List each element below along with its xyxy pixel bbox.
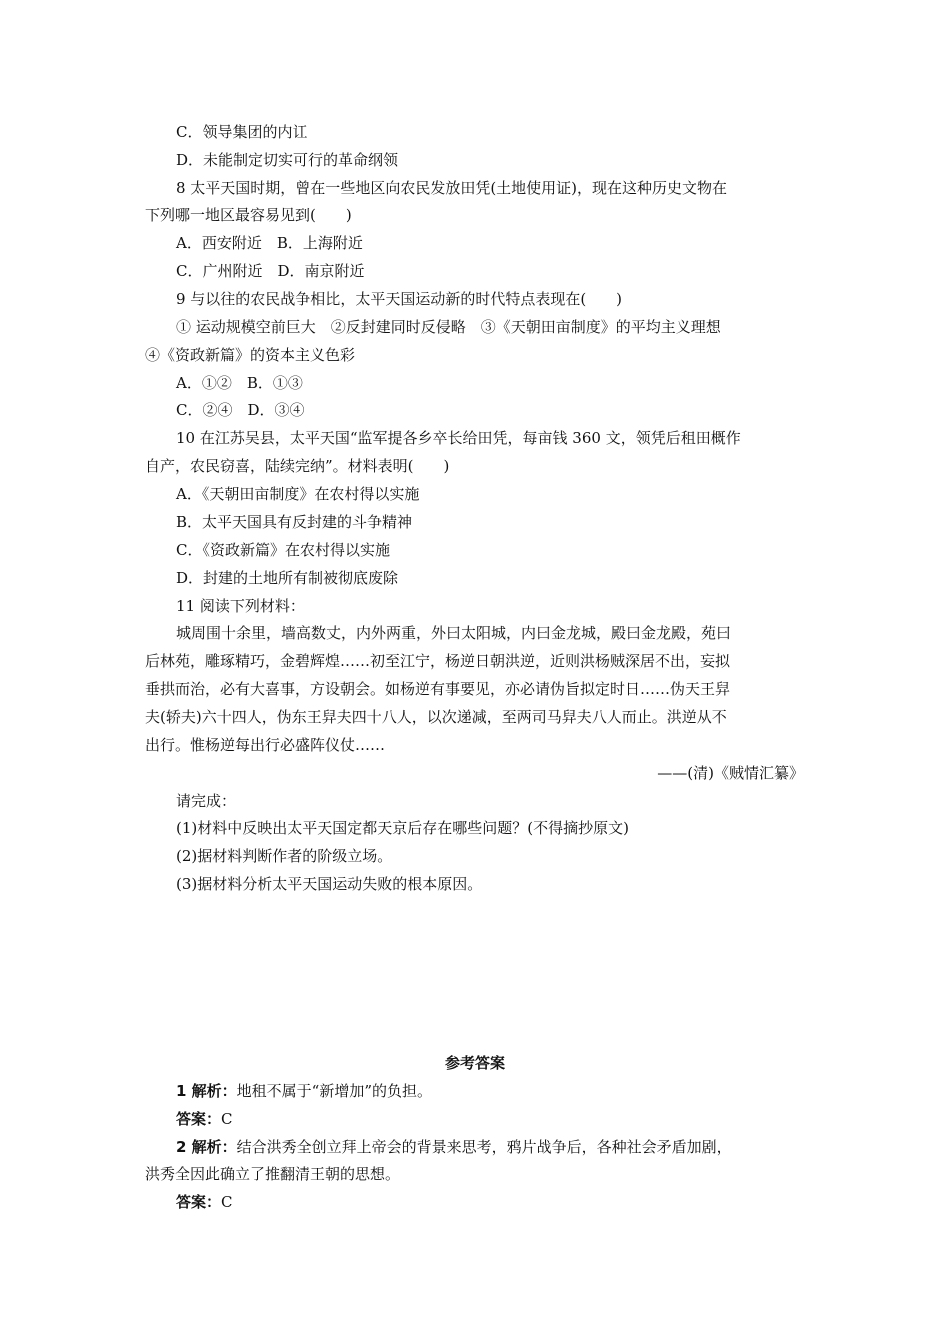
q11-task-3: (3)据材料分析太平天国运动失败的根本原因。 bbox=[176, 875, 483, 893]
q11-task-1: (1)材料中反映出太平天国定都天京后存在哪些问题？(不得摘抄原文) bbox=[176, 819, 629, 837]
q11-material-line2: 后林苑，雕琢精巧，金碧辉煌……初至江宁，杨逆日朝洪逆，近则洪杨贼深居不出，妄拟 bbox=[145, 652, 731, 670]
q9-stem: 9 与以往的农民战争相比，太平天国运动新的时代特点表现在( ) bbox=[176, 290, 623, 308]
q9-options-ab: A．①② B．①③ bbox=[176, 374, 303, 392]
answer-2-label: 答案： bbox=[176, 1193, 222, 1211]
answer-2-explanation-text-line2: 洪秀全因此确立了推翻清王朝的思想。 bbox=[145, 1165, 401, 1183]
q10-option-b: B．太平天国具有反封建的斗争精神 bbox=[176, 513, 413, 531]
answer-2-explanation-label: 2 解析： bbox=[176, 1138, 237, 1156]
q8-stem-line1: 8 太平天国时期，曾在一些地区向农民发放田凭(土地使用证)，现在这种历史文物在 bbox=[176, 179, 728, 197]
answer-2 bbox=[176, 1192, 233, 1212]
q10-stem-line1: 10 在江苏吴县，太平天国“监军提各乡卒长给田凭，每亩钱 360 文，领凭后租田概作 bbox=[176, 429, 741, 447]
q11-material-line4: 夫(轿夫)六十四人，伪东王舁夫四十八人，以次递减，至两司马舁夫八人而止。洪逆从不 bbox=[145, 708, 727, 726]
q8-options-ab: A．西安附近 B．上海附近 bbox=[176, 234, 363, 252]
q10-stem-line2: 自产，农民窃喜，陆续完纳”。材料表明( ) bbox=[145, 457, 450, 475]
answers-heading: 参考答案 bbox=[444, 1054, 505, 1072]
answer-1 bbox=[176, 1109, 233, 1129]
q8-options-cd: C．广州附近 D．南京附近 bbox=[176, 262, 365, 280]
q7-option-c: C．领导集团的内讧 bbox=[176, 123, 308, 141]
answer-1-value: C bbox=[221, 1110, 233, 1128]
answer-1-explanation bbox=[176, 1081, 432, 1101]
q10-option-d: D．封建的土地所有制被彻底废除 bbox=[176, 569, 399, 587]
answer-1-explanation-text: 地租不属于“新增加”的负担。 bbox=[236, 1082, 433, 1100]
q9-options-cd: C．②④ D．③④ bbox=[176, 401, 305, 419]
q8-stem-line2: 下列哪一地区最容易见到( ) bbox=[145, 206, 352, 224]
q11-material-line3: 垂拱而治，必有大喜事，方设朝会。如杨逆有事要见，亦必请伪旨拟定时日……伪天王舁 bbox=[145, 680, 731, 698]
q11-material-line5: 出行。惟杨逆每出行必盛阵仪仗…… bbox=[145, 736, 386, 754]
q10-option-a: A．《天朝田亩制度》在农村得以实施 bbox=[176, 485, 420, 503]
answer-2-explanation-text-line1: 结合洪秀全创立拜上帝会的背景来思考，鸦片战争后，各种社会矛盾加剧， bbox=[236, 1138, 732, 1156]
q7-option-d: D．未能制定切实可行的革命纲领 bbox=[176, 151, 399, 169]
q11-prompt: 请完成： bbox=[176, 792, 237, 810]
q11-stem: 11 阅读下列材料： bbox=[176, 597, 305, 615]
answer-1-label: 答案： bbox=[176, 1110, 222, 1128]
q9-items-line1: ① 运动规模空前巨大 ②反封建同时反侵略 ③《天朝田亩制度》的平均主义理想 bbox=[176, 318, 721, 336]
q9-items-line2: ④《资政新篇》的资本主义色彩 bbox=[145, 346, 356, 364]
answer-2-explanation bbox=[176, 1137, 732, 1157]
q11-task-2: (2)据材料判断作者的阶级立场。 bbox=[176, 847, 393, 865]
answer-1-explanation-label: 1 解析： bbox=[176, 1082, 237, 1100]
q10-option-c: C．《资政新篇》在农村得以实施 bbox=[176, 541, 390, 559]
q11-material-line1: 城周围十余里，墙高数丈，内外两重，外曰太阳城，内曰金龙城，殿曰金龙殿，苑曰 bbox=[176, 624, 732, 642]
q11-material-source: ——(清)《贼情汇纂》 bbox=[657, 764, 804, 782]
answer-2-value: C bbox=[221, 1193, 233, 1211]
